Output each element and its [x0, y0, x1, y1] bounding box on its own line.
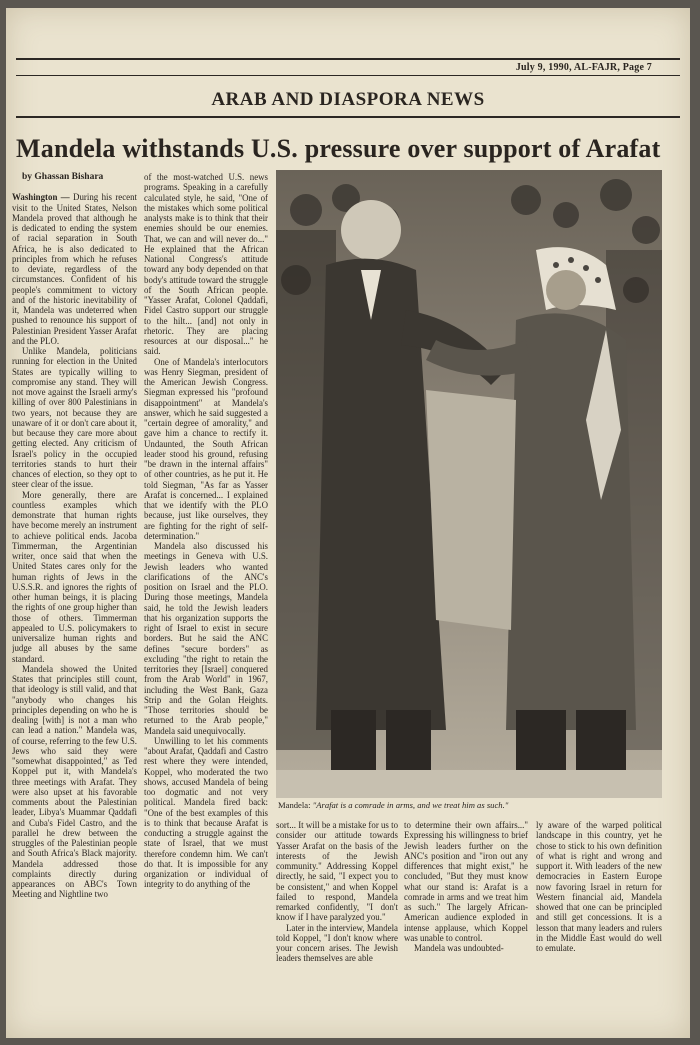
top-rule	[16, 58, 680, 60]
paragraph: Later in the interview, Mandela told Koppel, "I don't know where your concern arises. The Jewish leaders themselves are able	[276, 922, 398, 964]
paragraph: Washington — During his recent visit to the United States, Nelson Mandela proved that although he is dedicated to ending the system of racial separation in South Africa, he is also dedicated to principles from which he refuses to deviate, regardless of the circumstances. Confident of his people's commitment to victory and of the historic inevitability of it, Mandela was undeterred when pushed to renounce his support of Palestinian President Yasser Arafat and the PLO.	[12, 192, 137, 346]
section-title: ARAB AND DIASPORA NEWS	[211, 89, 485, 110]
photo-caption	[278, 800, 662, 810]
paragraph: Unwilling to let his comments "about Arafat, Qaddafi and Castro rest where they were intended, Koppel, who moderated the two shows, accused Mandela of being too dogmatic and not very political. Mandela fired back: "One of the best examples of this is to think that because Arafat is conducting a struggle against the state of Israel, that we must therefore condemn him. We can't do that. It is impossible for any organization or individual of integrity to do anything of the	[144, 735, 268, 890]
section-rule	[16, 116, 680, 118]
news-photo	[276, 170, 662, 798]
paragraph: sort... It will be a mistake for us to consider our attitude towards Yasser Arafat on the basis of the interests of the Jewish community." Addressing Koppel directly, he said, "I expect you to be consistent," and when Koppel failed to respond, Mandela remarked confidently, "I don't know if I have paralyzed you."	[276, 820, 398, 923]
photo-illustration	[276, 170, 662, 798]
paragraph: More generally, there are countless examples which demonstrate that human rights have become merely an instrument to achieve political ends. Jacoba Timmerman, the Argentinian writer, once said that when the United States cares only for the human rights of Jews in the U.S.S.R. and ignores the rights of other human beings, it is placing the rights of one group higher than those of others. Timmerman appealed to U.S. policymakers to universalize human rights and judge all abuses by the same standard.	[12, 489, 137, 664]
caption-subject: Mandela:	[278, 800, 311, 810]
byline: by Ghassan Bishara	[22, 172, 104, 182]
article-column-5	[536, 820, 662, 1020]
article-column-2	[144, 172, 268, 1024]
folio-rule	[16, 75, 680, 76]
dateline: Washington —	[12, 192, 70, 203]
article-column-1	[12, 172, 137, 1024]
headline: Mandela withstands U.S. pressure over support of Arafat	[16, 134, 661, 163]
paragraph: One of Mandela's interlocutors was Henry Siegman, president of the American Jewish Congress. Siegman expressed his "profound disappointment" at Mandela's answer, which he said suggested a "certain degree of amorality," and gave him a chance to rectify it. Undaunted, the South African leader stood his ground, refusing "be drawn in the internal affairs" of other countries, as he put it. He told Siegman, "As far as Yasser Arafat is concerned... I explained that we identify with the PLO because, just like ourselves, they are fighting for the right of self-determination."	[144, 356, 268, 541]
page-folio: July 9, 1990, AL-FAJR, Page 7	[515, 62, 652, 73]
article-column-3	[276, 820, 398, 1020]
paragraph: to determine their own affairs..." Expressing his willingness to brief Jewish leaders further on the ANC's position and "iron out any differences that might exist," he concluded, "But they must know what our stand is: Arafat is a comrade in arms and we treat him as such." The largely African-American audience exploded in intense applause, which Koppel was unable to control.	[404, 820, 528, 943]
article-column-4	[404, 820, 528, 1020]
caption-quote: "Arafat is a comrade in arms, and we treat him as such."	[312, 800, 509, 810]
paragraph: Unlike Mandela, politicians running for election in the United States are typically willing to compromise any stand. They will not move against the Israeli army's killing of over 800 Palestinians in two years, not because they are unaware of it or don't care about it, but because they care more about getting elected. Any criticism of Israel's policy in the occupied territories stands to hurt their chances of election, so they opt to steer clear of the issue.	[12, 346, 137, 490]
paragraph: Mandela was undoubted-	[414, 943, 504, 953]
paragraph: ly aware of the warped political landscape in this country, yet he chose to stick to his own definition of what is right and wrong and support it. With leaders of the new democracies in Eastern Europe now favoring Israel in return for Western financial aid, Mandela showed that one can be principled and still get concessions. It is a lesson that many leaders and rulers in the Middle East would do well to emulate.	[536, 820, 662, 953]
paragraph: Mandela showed the United States that principles still count, that ideology is still valid, and that "anybody who changes his principles depending on who he is dealing [with] is not a man who can lead a nation." Mandela was, of course, referring to the few U.S. Jews who said they were "somewhat disappointed," as Ted Koppel put it, with Mandela's three meetings with Arafat. They were also upset at his favorable comments about the Palestinian leader, Libya's Muammar Qaddafi and Cuba's Fidel Castro, and the parallel he drew between the struggles of the Palestinian people and South Africa's Black majority. Mandela addressed those complaints directly during appearances on ABC's Town Meeting and Nightline two	[12, 663, 137, 900]
paragraph: of the most-watched U.S. news programs. Speaking in a carefully calculated style, he said, "One of the mistakes which some political analysts make is to think that their enemies should be our enemies. That, we can and will never do..." He explained that the African National Congress's attitude toward any body depended on that body's attitude toward the struggle of the South African people. "Yasser Arafat, Colonel Qaddafi, Fidel Castro support our struggle to the hilt... [and] not only in rhetoric. They are placing resources at our disposal..." he said.	[144, 172, 268, 357]
paragraph: Mandela also discussed his meetings in Geneva with U.S. Jewish leaders who wanted clarifications of the ANC's position on Israel and the PLO. During those meetings, Mandela said, he told the Jewish leaders that his organization supports the right of Israel to exist in secure borders. But he said the ANC defines "secure borders" as excluding "the right to retain the territories they [Israel] conquered from the Arab World" in 1967, including the West Bank, Gaza Strip and the Golan Heights. "Those territories should be returned to the Arab people," Mandela said unequivocally.	[144, 541, 268, 736]
